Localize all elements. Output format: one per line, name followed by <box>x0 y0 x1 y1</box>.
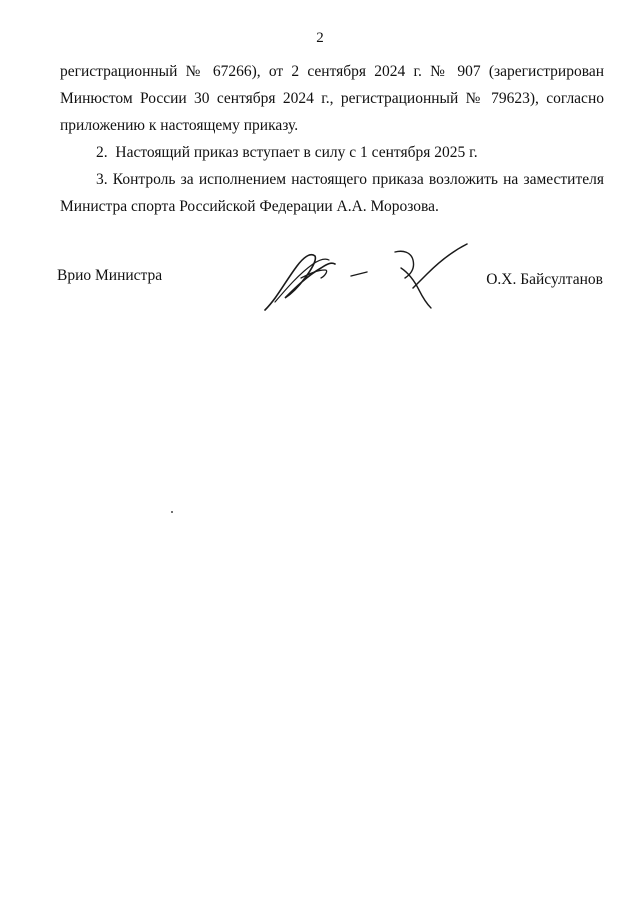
scan-speck <box>171 511 173 513</box>
page-number: 2 <box>316 30 324 46</box>
paragraph-effective-date: 2. Настоящий приказ вступает в силу с 1 сентября 2025 г. <box>96 144 478 161</box>
signer-name: О.Х. Байсултанов <box>486 271 603 288</box>
paragraph-continuation: регистрационный № 67266), от 2 сентября 2024 г. № 907 (зарегистрирован Минюстом России 30 сентября 2024 г., регистрационный № 79623), согласно приложению к настоящему приказу. <box>60 63 604 134</box>
handwritten-signature <box>255 238 475 318</box>
paragraph-control: 3. Контроль за исполнением настоящего приказа возложить на заместителя Министра спорта Российской Федерации А.А. Морозова. <box>60 171 604 215</box>
signer-title: Врио Министра <box>57 267 163 284</box>
